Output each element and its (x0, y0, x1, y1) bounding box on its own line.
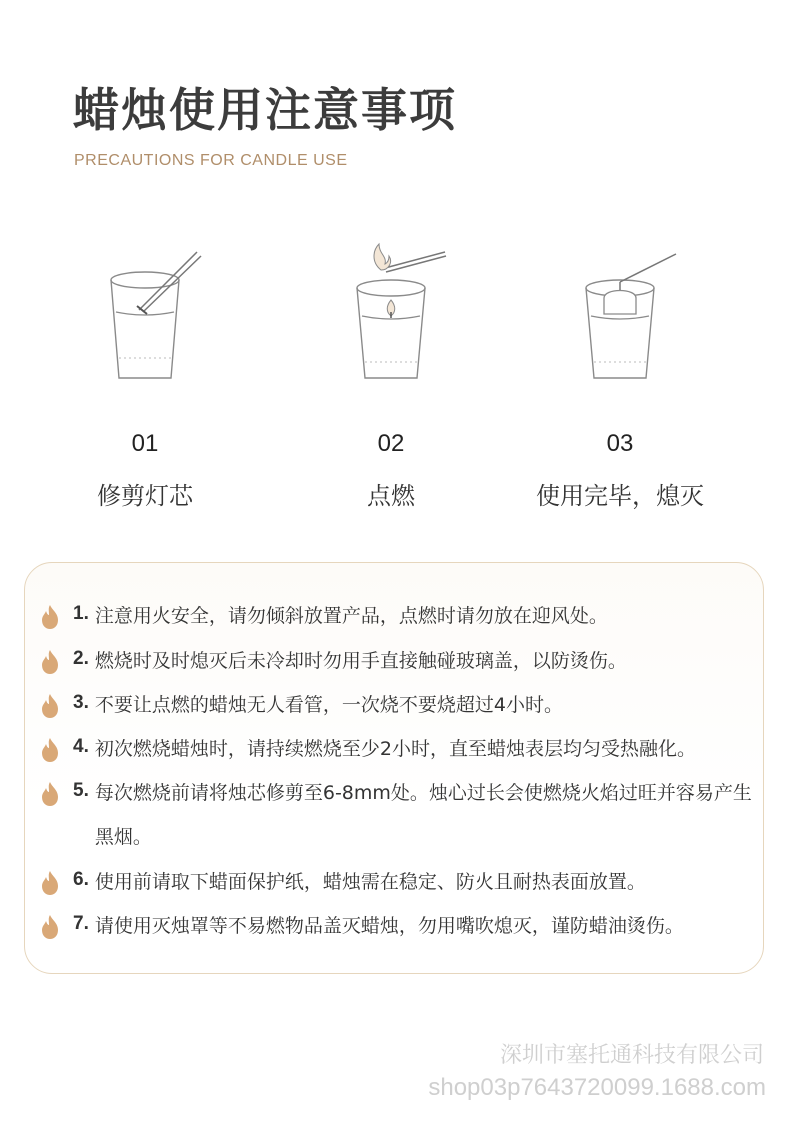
flame-icon (39, 914, 61, 940)
step-number: 02 (377, 430, 405, 457)
step-1 (35, 240, 255, 511)
list-item (39, 648, 755, 683)
step-label: 点燃 (367, 482, 415, 510)
wick-trimmer-icon (85, 240, 205, 382)
item-text: 不要让点燃的蜡烛无人看管，一次烧不要烧超过4小时。 (94, 694, 563, 716)
item-number: 6. (73, 869, 89, 890)
flame-icon (39, 870, 61, 896)
watermark-shop: shop03p7643720099.1688.com (428, 1074, 766, 1101)
flame-icon (39, 737, 61, 763)
page-title: 蜡烛使用注意事项 (73, 83, 457, 137)
flame-icon (39, 604, 61, 630)
list-item (39, 736, 755, 771)
list-item (39, 692, 755, 727)
item-text: 燃烧时及时熄灭后未冷却时勿用手直接触碰玻璃盖，以防烫伤。 (94, 650, 627, 672)
page-subtitle: PRECAUTIONS FOR CANDLE USE (74, 152, 348, 169)
item-number: 2. (73, 648, 89, 669)
step-number: 03 (606, 430, 634, 457)
flame-icon (39, 781, 61, 807)
item-text: 注意用火安全，请勿倾斜放置产品，点燃时请勿放在迎风处。 (94, 605, 608, 627)
list-item (39, 869, 755, 904)
item-text: 请使用灭烛罩等不易燃物品盖灭蜡烛，勿用嘴吹熄灭，谨防蜡油烫伤。 (94, 915, 684, 937)
list-item (39, 780, 755, 859)
watermark-company: 深圳市塞托通科技有限公司 (499, 1043, 764, 1068)
item-number: 5. (73, 780, 89, 801)
item-number: 1. (73, 603, 89, 624)
item-text: 使用前请取下蜡面保护纸，蜡烛需在稳定、防火且耐热表面放置。 (94, 871, 646, 893)
list-item (39, 913, 755, 948)
item-number: 3. (73, 692, 89, 713)
item-number: 7. (73, 913, 89, 934)
flame-icon (39, 649, 61, 675)
item-text: 初次燃烧蜡烛时，请持续燃烧至少2小时，直至蜡烛表层均匀受热融化。 (94, 738, 696, 760)
item-number: 4. (73, 736, 89, 757)
step-label: 使用完毕，熄灭 (536, 482, 704, 510)
step-2 (281, 240, 501, 511)
item-text: 每次燃烧前请将烛芯修剪至6-8mm处。烛心过长会使燃烧火焰过旺并容易产生黑烟。 (94, 782, 752, 848)
precautions-panel (24, 562, 764, 974)
lit-match-icon (331, 240, 451, 382)
candle-snuffer-icon (560, 240, 680, 382)
step-3 (510, 240, 730, 511)
flame-icon (39, 693, 61, 719)
step-label: 修剪灯芯 (97, 482, 193, 510)
list-item (39, 603, 755, 638)
step-number: 01 (131, 430, 159, 457)
